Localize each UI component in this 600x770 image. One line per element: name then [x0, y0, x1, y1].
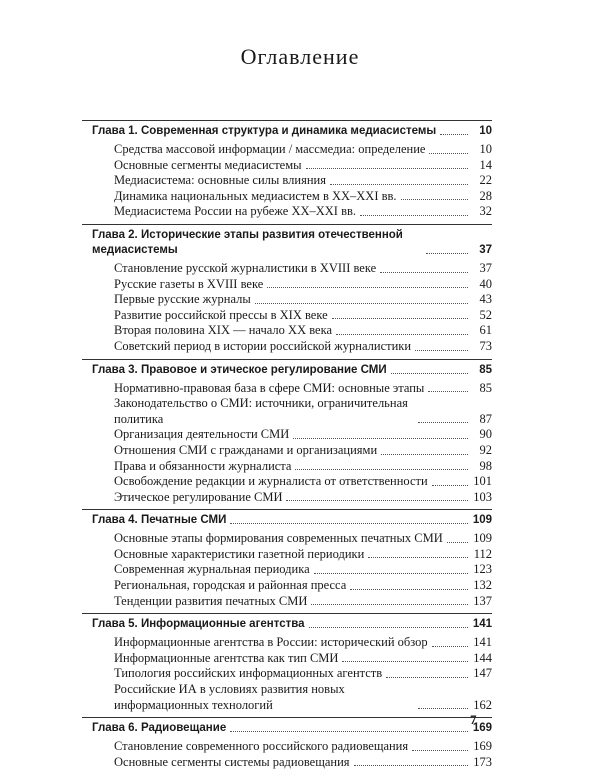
chapter-3 [82, 359, 492, 506]
toc-entry[interactable]: Динамика национальных медиасистем в XX–XXI вв. 28 [114, 188, 492, 203]
toc-entry[interactable]: Права и обязанности журналиста 98 [114, 458, 492, 473]
toc-entry[interactable]: Освобождение редакции и журналиста от ответственности 101 [114, 474, 492, 489]
chapter-heading[interactable]: Глава 3. Правовое и этическое регулирование СМИ 85 [92, 363, 492, 376]
toc-entry[interactable]: Вторая половина XIX — начало XX века 61 [114, 323, 492, 338]
chapter-2 [82, 224, 492, 355]
table-of-contents [82, 120, 492, 770]
toc-entry[interactable]: Советский период в истории российской журналистики 73 [114, 338, 492, 353]
chapter-5 [82, 613, 492, 713]
toc-entry[interactable]: Становление русской журналистики в XVIII веке 37 [114, 260, 492, 275]
toc-entry[interactable]: Организация деятельности СМИ 90 [114, 427, 492, 442]
toc-entry[interactable]: Российские ИА в условиях развития новых информационных технологий 162 [114, 682, 492, 712]
chapter-heading[interactable]: Глава 4. Печатные СМИ 109 [92, 514, 492, 527]
chapter-heading[interactable]: Глава 5. Информационные агентства 141 [92, 618, 492, 631]
toc-entry[interactable]: Развитие российской прессы в XIX веке 52 [114, 307, 492, 322]
chapter-6 [82, 717, 492, 770]
toc-entry[interactable]: Информационные агентства в России: исторический обзор 141 [114, 635, 492, 650]
toc-entry[interactable]: Медиасистема России на рубеже XX–XXI вв. 32 [114, 204, 492, 219]
chapter-heading[interactable]: Глава 6. Радиовещание 169 [92, 722, 492, 735]
toc-entry[interactable]: Русские газеты в XVIII веке 40 [114, 276, 492, 291]
chapter-heading[interactable]: Глава 1. Современная структура и динамика медиасистемы 10 [92, 125, 492, 137]
toc-entry[interactable]: Основные этапы формирования современных печатных СМИ 109 [114, 531, 492, 546]
toc-entry[interactable]: Современная журнальная периодика 123 [114, 562, 492, 577]
chapter-heading[interactable]: Глава 2. Исторические этапы развития отечественной медиасистемы 37 [92, 228, 492, 256]
page-title: Оглавление [240, 44, 360, 69]
toc-entry[interactable]: Законодательство о СМИ: источники, ограничительная политика 87 [114, 396, 492, 426]
chapter-4 [82, 509, 492, 609]
toc-entry[interactable]: Основные сегменты медиасистемы 14 [114, 157, 492, 172]
toc-entry[interactable]: Этическое регулирование СМИ 103 [114, 489, 492, 504]
toc-entry[interactable]: Нормативно-правовая база в сфере СМИ: основные этапы 85 [114, 380, 492, 395]
toc-entry[interactable]: Отношения СМИ с гражданами и организациями 92 [114, 442, 492, 457]
toc-entry[interactable]: Информационные агентства как тип СМИ 144 [114, 650, 492, 665]
toc-entry[interactable]: Первые русские журналы 43 [114, 292, 492, 307]
toc-entry[interactable]: Медиасистема: основные силы влияния 22 [114, 173, 492, 188]
toc-entry[interactable]: Основные сегменты системы радиовещания 173 [114, 754, 492, 769]
page-number: 7 [470, 712, 477, 727]
toc-entry[interactable]: Основные характеристики газетной периодики 112 [114, 546, 492, 561]
toc-entry[interactable]: Типология российских информационных агентств 147 [114, 666, 492, 681]
toc-entry[interactable]: Средства массовой информации / массмедиа: определение 10 [114, 142, 492, 156]
toc-entry[interactable]: Тенденции развития печатных СМИ 137 [114, 593, 492, 608]
toc-entry[interactable]: Региональная, городская и районная пресса 132 [114, 578, 492, 593]
chapter-1 [82, 120, 492, 220]
toc-entry[interactable]: Становление современного российского радиовещания 169 [114, 739, 492, 754]
